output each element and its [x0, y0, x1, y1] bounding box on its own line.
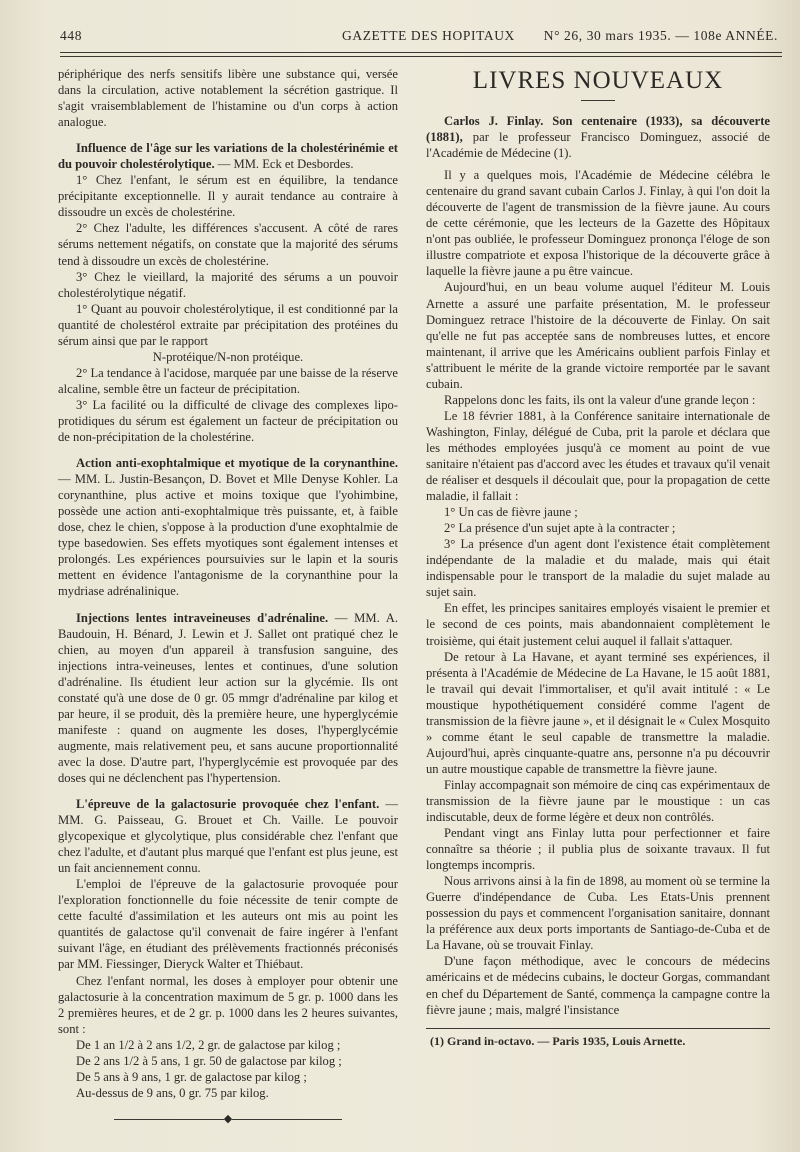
paragraph: L'emploi de l'épreuve de la galactosurie provoquée pour l'exploration fonctionnelle du foie nécessite de tenir compte de cette faculté d'assimilation et les auteurs ont mis au point les quantités de galactose qu'il convenait de faire ingérer à l'enfant suivant l'âge, en étudiant des prélèvements fractionnés préconisés par MM. Fiessinger, Dieryck Walter et Thiébaut.: [58, 877, 398, 972]
section-authors: — MM. Eck et Desbordes.: [214, 157, 354, 172]
paragraph: De retour à La Havane, et ayant terminé ses expériences, il présenta à l'Académie de Médecine de La Havane, le 15 août 1881, le travail qui devait l'immortaliser, et qu'il avait intitulé : « Le moustique hypothétiquement considéré comme l'agent de transmission de la fièvre jaune », et il désignait le « Culex Mosquito » comme étant le seul capable de transmettre la maladie. Aujourd'hui, après cinquante-quatre ans, personne n'a pu découvrir un autre moustique capable de transmettre la fièvre jaune.: [426, 649, 770, 776]
paragraph: 1° Chez l'enfant, le sérum est en équilibre, la tendance précipitante exceptionnelle. Il y aurait tendance au contraire à dissoudre un excès de cholestérine.: [58, 173, 398, 220]
footnote: (1) Grand in-octavo. — Paris 1935, Louis Arnette.: [430, 1033, 686, 1048]
section-heading: LIVRES NOUVEAUX: [472, 67, 724, 94]
dose-list-item: De 5 ans à 9 ans, 1 gr. de galactose par kilog ;: [76, 1069, 307, 1084]
section-title: Influence de l'âge sur les variations de la cholestérinémie et du pouvoir cholestérolytique.: [58, 141, 398, 172]
paragraph: Chez l'enfant normal, les doses à employer pour obtenir une galactosurie à la concentration maximum de 5 gr. p. 1000 dans les 2 premières heures, et de 2 gr. p. 1000 dans les 2 heures suivantes, sont :: [58, 973, 398, 1036]
paragraph: Le 18 février 1881, à la Conférence sanitaire internationale de Washington, Finlay, délégué de Cuba, prit la parole et déclara que les méthodes employées jusqu'à ce moment au point de vue sanitaire n'étaient pas d'accord avec les études et travaux qu'il venait de réaliser et desquels il découlait que, pour la propagation de cette maladie, il fallait :: [426, 408, 770, 504]
list-item: 2° La présence d'un sujet apte à la contracter ;: [444, 521, 676, 536]
list-item: 3° La présence d'un agent dont l'existence était complètement indépendante de la maladie et du malade, mais qui était indispensable pour le transport de la maladie du sujet malade au sujet sain.: [426, 537, 770, 600]
section-galactosurie: [58, 796, 398, 876]
section-title: L'épreuve de la galactosurie provoquée chez l'enfant.: [76, 797, 380, 812]
dose-list-item: De 2 ans 1/2 à 5 ans, 1 gr. 50 de galactose par kilog ;: [76, 1053, 342, 1068]
paragraph: Aujourd'hui, en un beau volume auquel l'éditeur M. Louis Arnette a assuré une parfaite présentation, M. le professeur Dominguez retrace l'histoire de la découverte de Finlay. On sait qu'elle ne fut pas acceptée sans de nombreuses luttes, et encore maintenant, il arrive que les Américains oublient parfois Finlay et s'attribuent le mérite de la grande victoire remportée par le savant cubain.: [426, 280, 770, 391]
footnote-rule: [426, 1028, 770, 1029]
page-header: [60, 28, 778, 48]
paragraph: Finlay accompagnait son mémoire de cinq cas expérimentaux de transmission de la fièvre jaune par le moustique : un cas indiscutable, deux de forme légère et deux non contrôlés.: [426, 777, 770, 825]
section-body: — MM. A. Baudouin, H. Bénard, J. Lewin et J. Sallet ont pratiqué chez le chien, au moyen d'un appareil à transfusion sanguine, des injections intra-veineuses, lentes et continues, d'une solution d'adrénaline. Ils étudient leur action sur la glycémie. Ils ont constaté qu'à une dose de 0 gr. 05 mmgr d'adrénaline par kilog et par heure, il se produit, dès la première heure, une hyperglycémie manifeste : quand on augmente les doses, l'hyperglycémie augmente, mais relativement peu, et sans aucune proportionnalité avec la dose. D'autre part, l'hyperglycémie est provoquée par des doses qui ne déclenchent pas l'hypertension.: [58, 610, 398, 785]
book-title: Carlos J. Finlay. Son centenaire (1933), sa découverte (1881),: [426, 114, 770, 145]
book-entry: [426, 113, 770, 161]
section-title: Action anti-exophtalmique et myotique de la corynanthine.: [76, 456, 398, 471]
section-adrenaline: [58, 610, 398, 787]
paragraph: Il y a quelques mois, l'Académie de Médecine célébra le centenaire du grand savant cubain Carlos J. Finlay, à qui l'on doit la découverte de l'agent de transmission de la fièvre jaune. Au cours de cette cérémonie, que les lecteurs de la Gazette des Hôpitaux n'ont pas oubliée, le professeur Dominguez prononça l'éloge de son illustre compatriote et exposa l'historique de la découverte grâce à laquelle la fièvre jaune a pu être vaincue.: [426, 168, 770, 279]
dose-list-item: Au-dessus de 9 ans, 0 gr. 75 par kilog.: [76, 1085, 269, 1100]
paragraph: 1° Quant au pouvoir cholestérolytique, il est conditionné par la quantité de cholestérol extraite par précipitation des protéines du sérum ainsi que par le rapport: [58, 301, 398, 348]
heading-rule: [581, 100, 615, 101]
issue-info: N° 26, 30 mars 1935. — 108e ANNÉE.: [543, 28, 778, 43]
paragraph: 3° Chez le vieillard, la majorité des sérums a un pouvoir cholestérolytique négatif.: [58, 269, 398, 300]
section-corynanthine: [58, 455, 398, 599]
page-number: 448: [60, 28, 83, 43]
paragraph: 2° Chez l'adulte, les différences s'accusent. A côté de rares sérums nettement négatifs, on constate que la majorité des sérums tend à dissoudre un excès de cholestérine.: [58, 221, 398, 268]
paragraph: périphérique des nerfs sensitifs libère une substance qui, versée dans la circulation, active notablement la sécrétion gastrique. Il s'agit vraisemblablement de l'histamine ou d'un corps à action analogue.: [58, 67, 398, 130]
section-body: — MM. L. Justin-Besançon, D. Bovet et Mlle Denyse Kohler. La corynanthine, plus active et moins toxique que l'yohimbine, possède une action anti-exophtalmique très puissante, et, à faible dose, chez le chien, s'oppose à la production d'une exophtalmie de type basedowien. Ses effets myotiques sont également intenses et prolongés. Les expériences poursuivies sur le lapin et la souris mettent en évidence l'antagonisme de la corynanthine pour la mydriase adrénalinique.: [58, 472, 398, 599]
header-rule-thin: [60, 56, 782, 57]
end-ornament: ◆: [58, 1111, 398, 1127]
paragraph: D'une façon méthodique, avec le concours de médecins américains et de médecins cubains, le docteur Gorgas, commandant en chef du Département de Santé, commença la campagne contre la fièvre jaune ; mais, malgré l'insistance: [426, 954, 770, 1017]
paragraph: En effet, les principes sanitaires employés visaient le premier et le second de ces points, mais abandonnaient complètement le troisième, qui était justement celui auquel il fallait s'attaquer.: [426, 601, 770, 648]
right-column: [426, 66, 770, 1049]
list-item: 1° Un cas de fièvre jaune ;: [444, 505, 578, 520]
paragraph: Rappelons donc les faits, ils ont la valeur d'une grande leçon :: [444, 392, 756, 407]
paragraph: 2° La tendance à l'acidose, marquée par une baisse de la réserve alcaline, semble être un facteur de précipitation.: [58, 365, 398, 396]
book-byline: par le professeur Francisco Dominguez, associé de l'Académie de Médecine (1).: [426, 130, 770, 161]
paragraph: Nous arrivons ainsi à la fin de 1898, au moment où se termine la Guerre d'indépendance de Cuba. Les Etats-Unis prennent possession du pays et commencent l'organisation sanitaire, donnant la préférence aux deux ports importants de Santiago-de-Cuba et de La Havane, où se trouvait Finlay.: [426, 874, 770, 953]
paragraph: Pendant vingt ans Finlay lutta pour perfectionner et faire connaître sa théorie ; il publia plus de soixante travaux. Il fut longtemps incompris.: [426, 826, 770, 873]
dose-list-item: De 1 an 1/2 à 2 ans 1/2, 2 gr. de galactose par kilog ;: [76, 1037, 341, 1052]
journal-title: GAZETTE DES HOPITAUX: [342, 28, 515, 43]
section-body: — MM. G. Paisseau, G. Brouet et Ch. Vaille. Le pouvoir glycopexique et glycolytique, plus considérable chez l'enfant que chez l'adulte, et d'autant plus marqué que l'enfant est plus jeune, est un fait anciennement connu.: [58, 797, 398, 876]
section-title: Injections lentes intraveineuses d'adrénaline.: [76, 610, 329, 625]
formula: N-protéique/N-non protéique.: [152, 349, 304, 364]
header-rule: [60, 52, 782, 53]
left-column: [58, 66, 398, 1127]
section-influence-age: [58, 140, 398, 172]
paragraph: 3° La facilité ou la difficulté de clivage des complexes lipo-protidiques du sérum est également un facteur de précipitation ou de non-précipitation de la cholestérine.: [58, 397, 398, 445]
